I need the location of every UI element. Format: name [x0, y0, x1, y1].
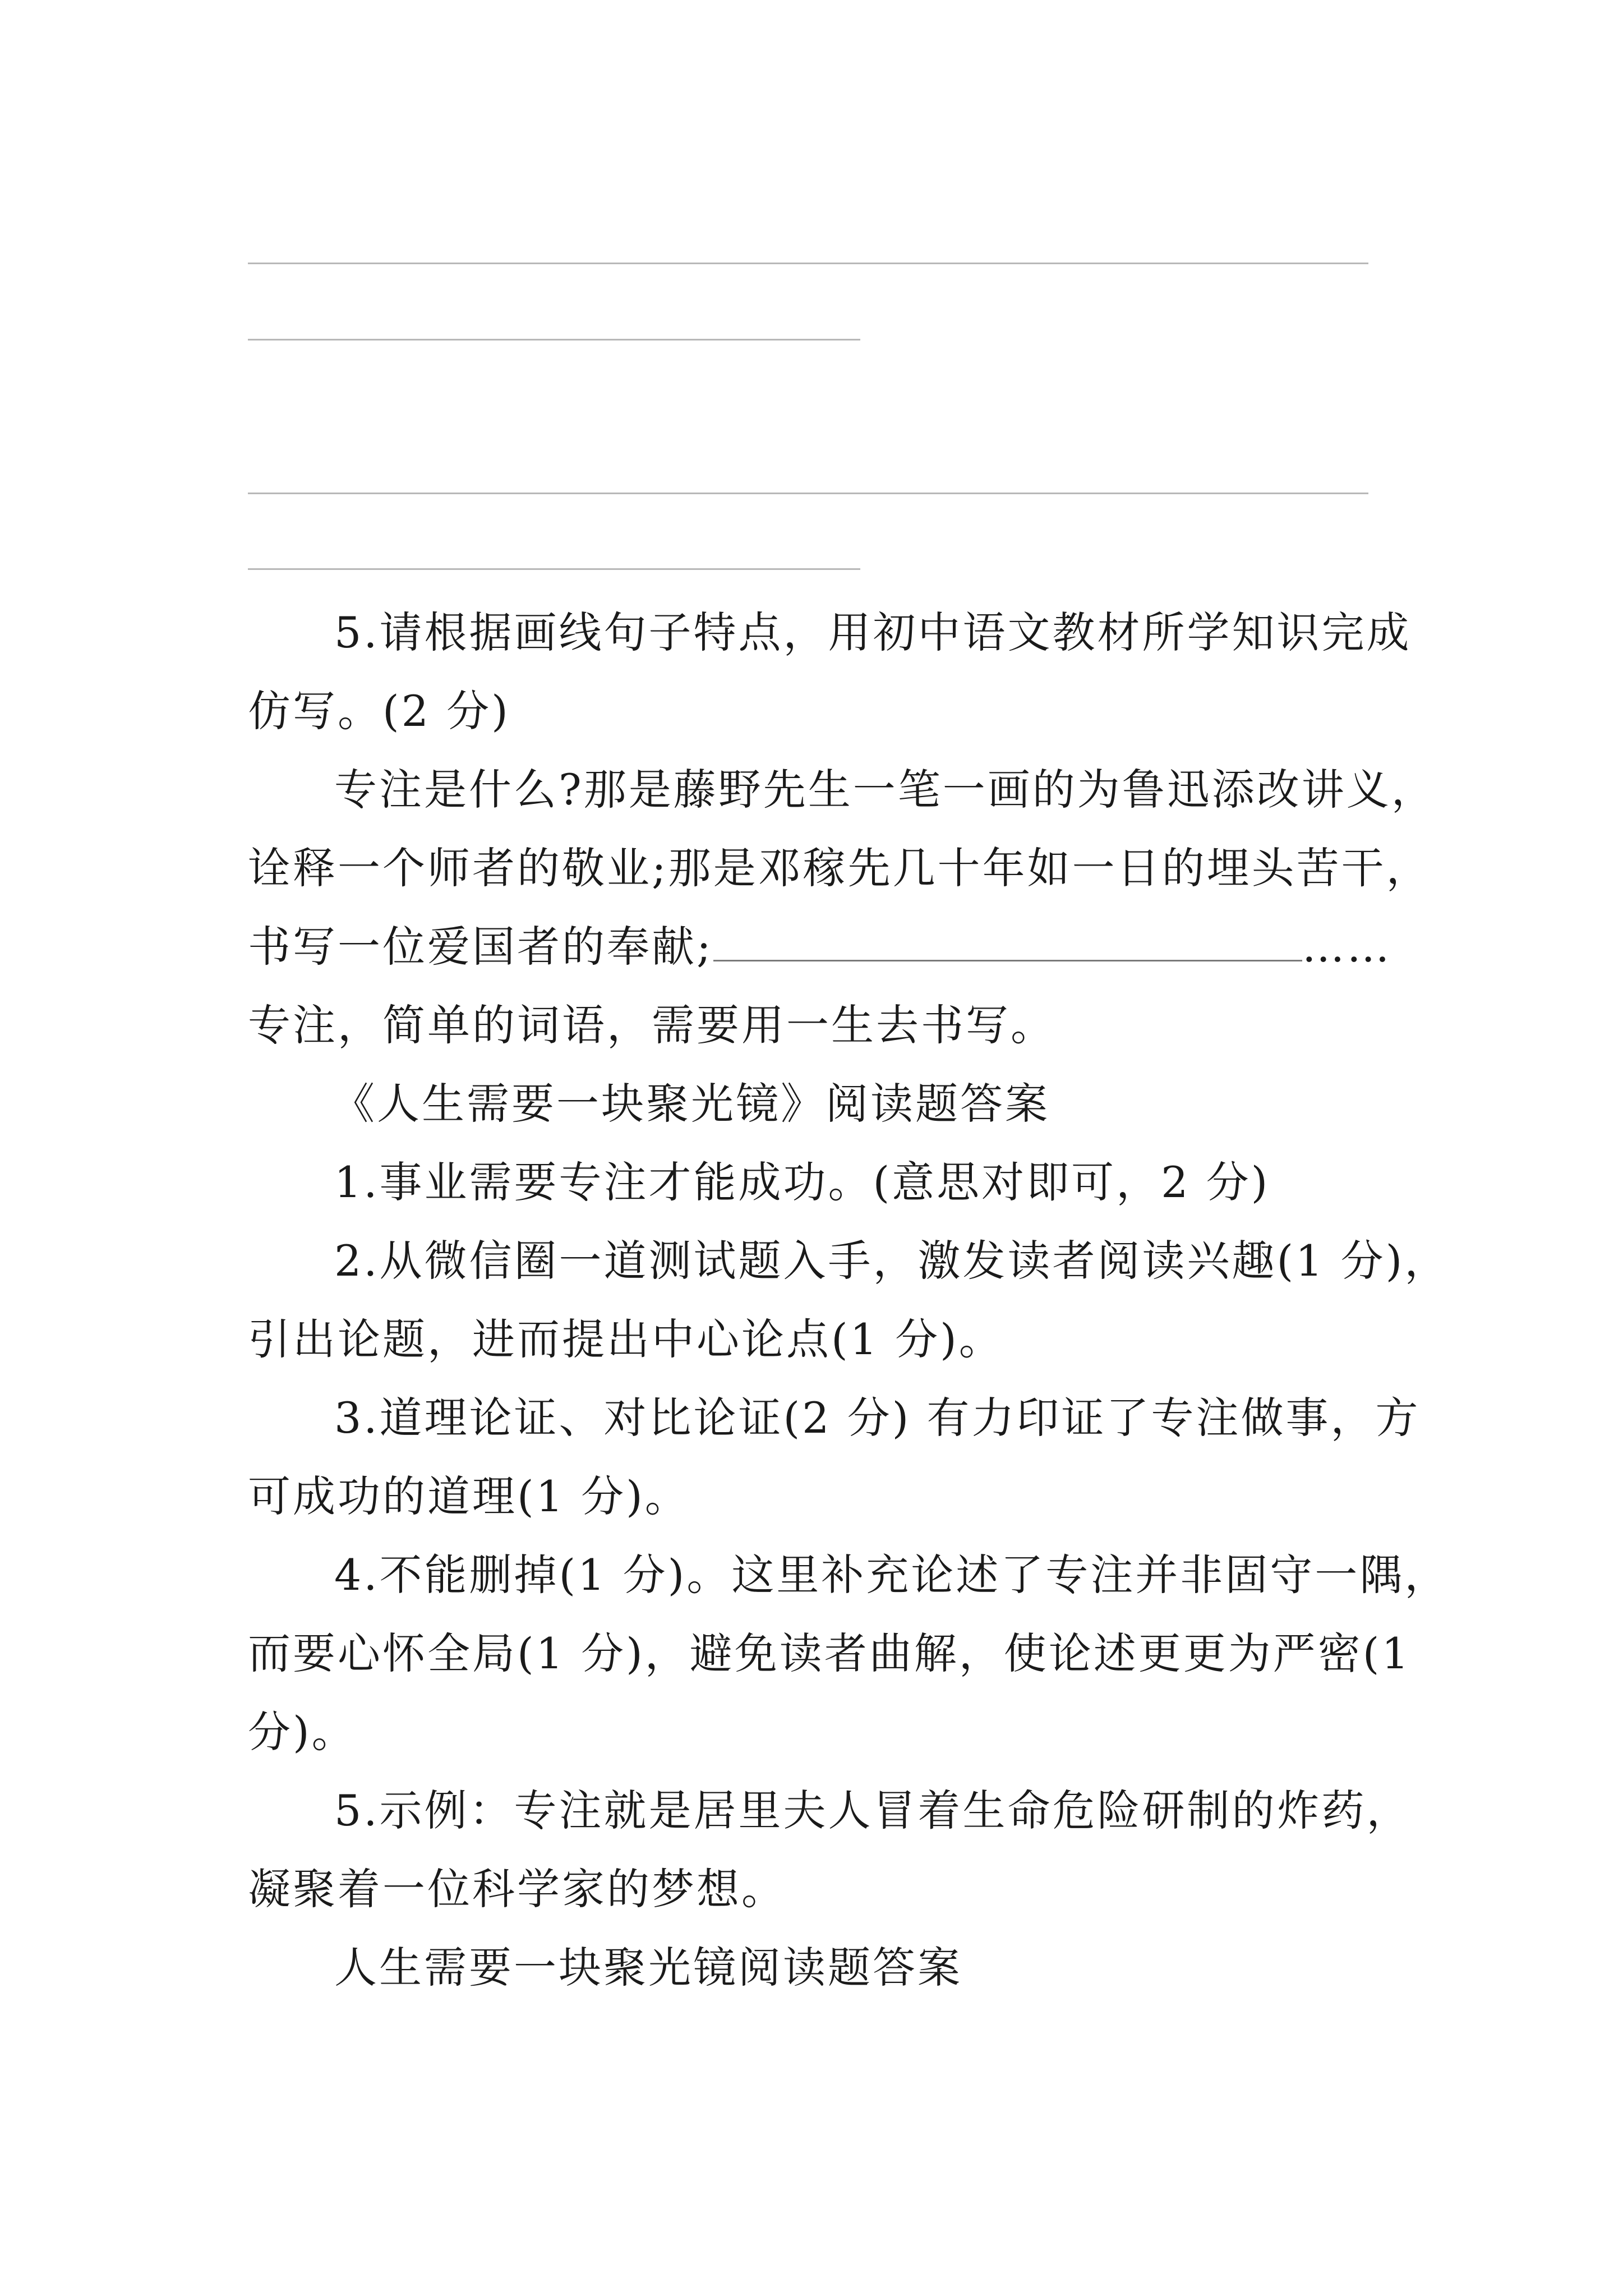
answer-5-line-2: 凝聚着一位科学家的梦想。 — [248, 1864, 786, 1914]
answer-blank-line — [248, 339, 860, 341]
passage-line-3-prefix: 书写一位爱国者的奉献; — [248, 922, 713, 972]
passage-line-3 — [248, 908, 1392, 986]
answer-blank-line — [248, 263, 1368, 264]
answer-2-line-1: 2.从微信圈一道测试题入手，激发读者阅读兴趣(1 分)， — [334, 1236, 1450, 1286]
passage-line-1: 专注是什么?那是藤野先生一笔一画的为鲁迅添改讲义， — [334, 765, 1436, 815]
passage-line-3-suffix: …… — [1302, 922, 1392, 972]
passage-line-4: 专注，简单的词语，需要用一生去书写。 — [248, 1000, 1055, 1050]
question-5-block — [248, 593, 1450, 2007]
answer-3-line-1: 3.道理论证、对比论证(2 分) 有力印证了专注做事，方 — [334, 1393, 1421, 1443]
answer-1: 1.事业需要专注才能成功。(意思对即可，2 分) — [334, 1157, 1270, 1207]
answer-2-line-2: 引出论题，进而提出中心论点(1 分)。 — [248, 1314, 1004, 1364]
answer-blank-line — [248, 568, 860, 570]
answer-4-line-3: 分)。 — [248, 1707, 357, 1757]
answer-4-line-1: 4.不能删掉(1 分)。这里补充论述了专注并非固守一隅， — [334, 1550, 1450, 1600]
answer-4-line-2: 而要心怀全局(1 分)，避免读者曲解，使论述更更为严密(1 — [248, 1628, 1411, 1678]
answer-blank-line — [248, 493, 1368, 494]
answer-5-line-1: 5.示例：专注就是居里夫人冒着生命危险研制的炸药， — [334, 1786, 1412, 1835]
passage-line-2: 诠释一个师者的敬业;那是邓稼先几十年如一日的埋头苦干， — [248, 843, 1431, 893]
question-5-line-1: 5.请根据画线句子特点，用初中语文教材所学知识完成 — [334, 608, 1412, 657]
question-5-line-2: 仿写。(2 分) — [248, 686, 510, 736]
answer-3-line-2: 可成功的道理(1 分)。 — [248, 1471, 690, 1521]
footer-title: 人生需要一块聚光镜阅读题答案 — [334, 1943, 962, 1993]
fill-in-blank[interactable] — [713, 926, 1302, 961]
answers-title: 《人生需要一块聚光镜》阅读题答案 — [332, 1079, 1050, 1129]
